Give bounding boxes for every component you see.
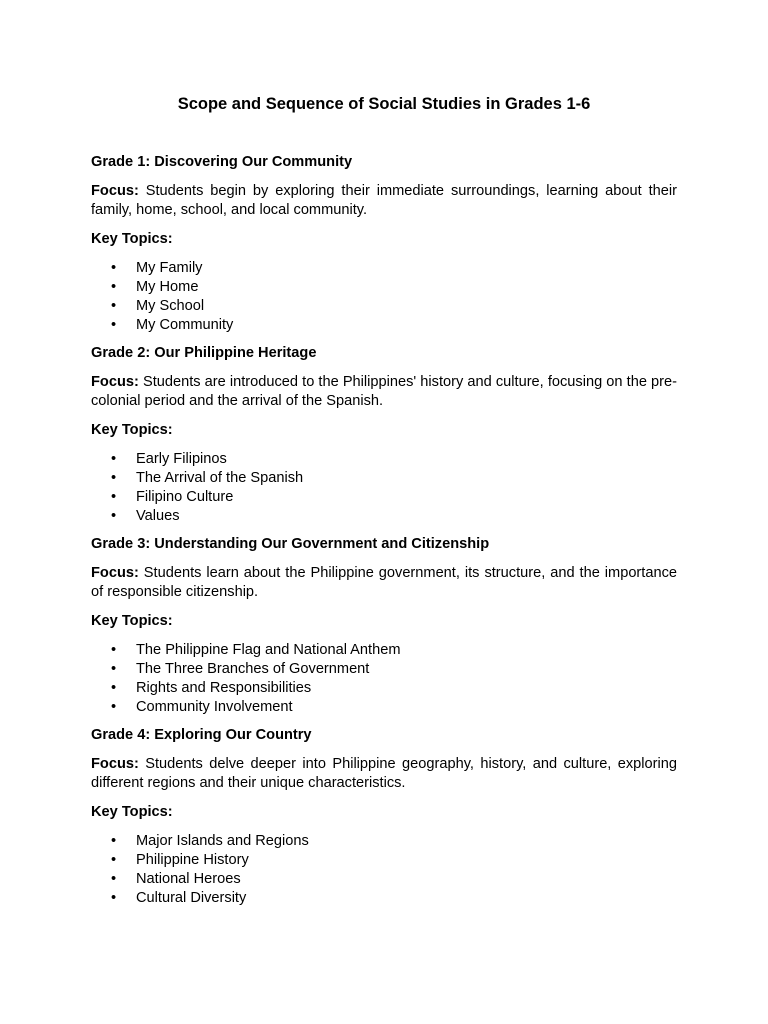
bullet-icon: • bbox=[111, 508, 117, 524]
topic-text: My Community bbox=[136, 317, 234, 333]
section-heading: Grade 2: Our Philippine Heritage bbox=[91, 345, 317, 361]
key-topics-label: Key Topics: bbox=[91, 231, 173, 247]
list-item bbox=[91, 851, 677, 870]
section-heading: Grade 1: Discovering Our Community bbox=[91, 154, 353, 170]
bullet-icon: • bbox=[111, 260, 117, 276]
focus-text: Students begin by exploring their immediate surroundings, learning about their family, home, school, and local community. bbox=[91, 183, 677, 218]
list-item bbox=[91, 889, 677, 908]
bullet-icon: • bbox=[111, 279, 117, 295]
list-item bbox=[91, 679, 677, 698]
bullet-icon: • bbox=[111, 680, 117, 696]
topic-list bbox=[91, 259, 677, 335]
focus-text: Students delve deeper into Philippine geography, history, and culture, exploring different regions and their unique characteristics. bbox=[91, 756, 677, 791]
bullet-icon: • bbox=[111, 489, 117, 505]
list-item bbox=[91, 660, 677, 679]
topic-text: Community Involvement bbox=[136, 699, 293, 715]
focus-label: Focus: bbox=[91, 374, 139, 390]
topic-text: National Heroes bbox=[136, 871, 241, 887]
bullet-icon: • bbox=[111, 852, 117, 868]
list-item bbox=[91, 870, 677, 889]
focus-label: Focus: bbox=[91, 183, 139, 199]
focus-text: Students are introduced to the Philippines' history and culture, focusing on the pre-colonial period and the arrival of the Spanish. bbox=[91, 374, 677, 409]
bullet-icon: • bbox=[111, 317, 117, 333]
key-topics-label: Key Topics: bbox=[91, 422, 173, 438]
grade-2-section bbox=[91, 344, 677, 526]
topic-text: Cultural Diversity bbox=[136, 890, 247, 906]
list-item bbox=[91, 316, 677, 335]
focus-paragraph bbox=[91, 182, 677, 220]
bullet-icon: • bbox=[111, 699, 117, 715]
topic-text: My Family bbox=[136, 260, 203, 276]
focus-paragraph bbox=[91, 373, 677, 411]
list-item bbox=[91, 641, 677, 660]
list-item bbox=[91, 507, 677, 526]
bullet-icon: • bbox=[111, 890, 117, 906]
focus-paragraph bbox=[91, 564, 677, 602]
list-item bbox=[91, 488, 677, 507]
topic-text: The Philippine Flag and National Anthem bbox=[136, 642, 401, 658]
topic-list bbox=[91, 641, 677, 717]
list-item bbox=[91, 259, 677, 278]
grade-3-section bbox=[91, 535, 677, 717]
document-body bbox=[91, 153, 677, 908]
focus-paragraph bbox=[91, 755, 677, 793]
topic-text: Major Islands and Regions bbox=[136, 833, 309, 849]
bullet-icon: • bbox=[111, 470, 117, 486]
document-title: Scope and Sequence of Social Studies in Grades 1-6 bbox=[177, 95, 591, 113]
topic-list bbox=[91, 832, 677, 908]
topic-text: My School bbox=[136, 298, 205, 314]
focus-label: Focus: bbox=[91, 756, 139, 772]
section-heading: Grade 4: Exploring Our Country bbox=[91, 727, 312, 743]
list-item bbox=[91, 450, 677, 469]
list-item bbox=[91, 297, 677, 316]
topic-text: The Arrival of the Spanish bbox=[136, 470, 304, 486]
list-item bbox=[91, 698, 677, 717]
list-item bbox=[91, 832, 677, 851]
bullet-icon: • bbox=[111, 451, 117, 467]
topic-text: The Three Branches of Government bbox=[136, 661, 370, 677]
bullet-icon: • bbox=[111, 661, 117, 677]
topic-text: My Home bbox=[136, 279, 199, 295]
grade-4-section bbox=[91, 726, 677, 908]
topic-text: Filipino Culture bbox=[136, 489, 234, 505]
topic-text: Philippine History bbox=[136, 852, 249, 868]
focus-text: Students learn about the Philippine government, its structure, and the importance of responsible citizenship. bbox=[91, 565, 677, 600]
key-topics-label: Key Topics: bbox=[91, 613, 173, 629]
bullet-icon: • bbox=[111, 298, 117, 314]
list-item bbox=[91, 278, 677, 297]
topic-text: Values bbox=[136, 508, 180, 524]
topic-text: Rights and Responsibilities bbox=[136, 680, 312, 696]
topic-text: Early Filipinos bbox=[136, 451, 227, 467]
bullet-icon: • bbox=[111, 833, 117, 849]
grade-1-section bbox=[91, 153, 677, 335]
focus-label: Focus: bbox=[91, 565, 139, 581]
key-topics-label: Key Topics: bbox=[91, 804, 173, 820]
bullet-icon: • bbox=[111, 871, 117, 887]
topic-list bbox=[91, 450, 677, 526]
bullet-icon: • bbox=[111, 642, 117, 658]
list-item bbox=[91, 469, 677, 488]
section-heading: Grade 3: Understanding Our Government and Citizenship bbox=[91, 536, 490, 552]
